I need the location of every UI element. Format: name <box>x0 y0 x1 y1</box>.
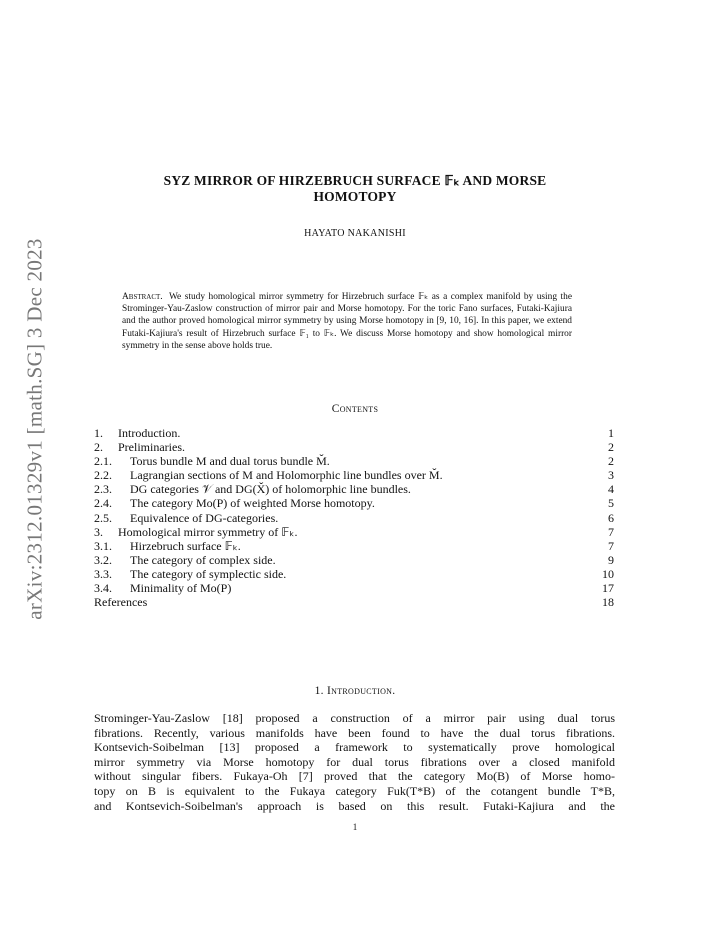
toc-entry-number: 2.2. <box>94 468 112 483</box>
toc-entry-text: Homological mirror symmetry of 𝔽ₖ. <box>118 524 298 539</box>
toc-entry-text: Equivalence of DG-categories. <box>130 510 279 525</box>
toc-entry-text: Lagrangian sections of M and Holomorphic line bundles over M̌. <box>130 468 443 483</box>
toc-entry-page: 2 <box>608 440 614 455</box>
toc-entry-title <box>94 426 180 440</box>
toc-entry-text: References <box>94 595 148 610</box>
paragraph-line: topy on B is equivalent to the Fukaya category Fuk(T*B) of the cotangent bundle T*B, <box>94 783 615 798</box>
paper-title <box>95 173 615 205</box>
abstract-text: We study homological mirror symmetry for Hirzebruch surface 𝔽ₖ as a complex manifold by using the Strominger-Yau-Zaslow construction of mirror pair and Morse homotopy. For the toric Fano surfaces, Futaki-Kajiura and the author proved homological mirror symmetry by using Morse homotopy in [9, 10, 16]. In this paper, we extend Futaki-Kajiura's result of Hirzebruch surface 𝔽₁ to 𝔽ₖ. We discuss Morse homotopy and show homological mirror symmetry in the sense above holds true. <box>122 292 572 351</box>
toc-entry-page: 18 <box>602 595 614 610</box>
paragraph-line: and Kontsevich-Soibelman's approach is based on this result. Futaki-Kajiura and the <box>94 798 615 813</box>
toc-entry-number: 1. <box>94 426 103 440</box>
contents-heading: Contents <box>331 403 379 415</box>
toc-entry-number: 2.1. <box>94 454 112 469</box>
toc-entry-number: 3.2. <box>94 552 112 567</box>
toc-entry-page: 17 <box>602 581 614 596</box>
title-line-2: HOMOTOPY <box>313 189 397 204</box>
toc-entry-text: Introduction. <box>118 426 181 440</box>
toc-entry[interactable] <box>94 567 614 581</box>
toc-entry-page: 6 <box>608 510 614 525</box>
toc-entry-number: 2. <box>94 440 103 455</box>
introduction-paragraph <box>94 711 615 813</box>
toc-entry-title <box>94 539 241 553</box>
toc-entry[interactable] <box>94 454 614 468</box>
toc-entry-page: 10 <box>602 566 614 581</box>
section-heading-introduction <box>95 685 615 697</box>
title-line-1: SYZ MIRROR OF HIRZEBRUCH SURFACE 𝔽ₖ AND MORSE <box>163 173 547 188</box>
toc-entry-text: Torus bundle M and dual torus bundle M̌. <box>130 454 330 469</box>
toc-entry-page: 2 <box>608 454 614 469</box>
paragraph-line: Strominger-Yau-Zaslow [18] proposed a construction of a mirror pair using dual torus <box>94 711 615 725</box>
toc-entry-title <box>94 511 278 525</box>
toc-entry-title <box>94 581 231 595</box>
section-number: 1. <box>314 685 324 697</box>
toc-entry-text: Hirzebruch surface 𝔽ₖ. <box>130 538 241 553</box>
paragraph-line: without singular fibers. Fukaya-Oh [7] proved that the category Mo(B) of Morse homo- <box>94 769 615 784</box>
toc-entry-number: 3.4. <box>94 581 112 596</box>
toc-entry[interactable] <box>94 426 614 440</box>
paragraph-line: fibrations. Recently, various manifolds have been found to have the dual torus fibrations. <box>94 725 615 740</box>
toc-entry[interactable] <box>94 440 614 454</box>
abstract <box>122 291 572 352</box>
toc-entry-title <box>94 595 147 609</box>
toc-entry-page: 3 <box>608 468 614 483</box>
toc-entry-title <box>94 496 375 510</box>
toc-entry-number: 3.3. <box>94 566 112 581</box>
toc-entry-title <box>94 440 185 454</box>
toc-entry-text: DG categories 𝒱 and DG(X̌) of holomorphic line bundles. <box>130 482 411 497</box>
paragraph-line: Kontsevich-Soibelman [13] proposed a framework to systematically prove homological <box>94 740 615 755</box>
toc-entry[interactable] <box>94 482 614 496</box>
table-of-contents <box>94 426 614 609</box>
toc-entry-page: 7 <box>608 524 614 539</box>
toc-entry-text: The category of complex side. <box>130 552 276 567</box>
page-number: 1 <box>352 822 358 832</box>
toc-entry-page: 9 <box>608 552 614 567</box>
toc-entry[interactable] <box>94 539 614 553</box>
section-title: Introduction. <box>327 685 396 697</box>
paragraph-line: mirror symmetry via Morse homotopy for dual torus fibrations over a closed manifold <box>94 754 615 769</box>
toc-entry[interactable] <box>94 496 614 510</box>
toc-entry-text: The category Mo(P) of weighted Morse homotopy. <box>130 496 375 511</box>
toc-entry-text: Preliminaries. <box>118 440 185 455</box>
toc-entry-number: 2.4. <box>94 496 112 511</box>
toc-entry-page: 7 <box>608 538 614 553</box>
arxiv-sidebar <box>20 214 50 644</box>
toc-entry-title <box>94 567 286 581</box>
toc-entry-number: 3. <box>94 524 103 539</box>
toc-entry-title <box>94 482 411 496</box>
toc-entry-page: 5 <box>608 496 614 511</box>
toc-entry[interactable] <box>94 581 614 595</box>
toc-entry-title <box>94 525 298 539</box>
toc-entry[interactable] <box>94 595 614 609</box>
toc-entry-title <box>94 553 276 567</box>
arxiv-identifier: arXiv:2312.01329v1 [math.SG] 3 Dec 2023 <box>22 238 47 620</box>
toc-entry-text: Minimality of Mo(P) <box>130 581 232 596</box>
toc-entry-number: 2.3. <box>94 482 112 497</box>
toc-entry[interactable] <box>94 525 614 539</box>
toc-entry-title <box>94 454 330 468</box>
toc-entry[interactable] <box>94 511 614 525</box>
toc-entry-title <box>94 468 443 482</box>
toc-entry-number: 2.5. <box>94 510 112 525</box>
author-name: HAYATO NAKANISHI <box>304 228 406 239</box>
toc-entry-page: 4 <box>608 482 614 497</box>
toc-entry[interactable] <box>94 468 614 482</box>
toc-entry-number: 3.1. <box>94 538 112 553</box>
toc-entry[interactable] <box>94 553 614 567</box>
toc-entry-page: 1 <box>608 426 614 440</box>
toc-entry-text: The category of symplectic side. <box>130 566 287 581</box>
abstract-heading: Abstract. <box>122 292 163 302</box>
